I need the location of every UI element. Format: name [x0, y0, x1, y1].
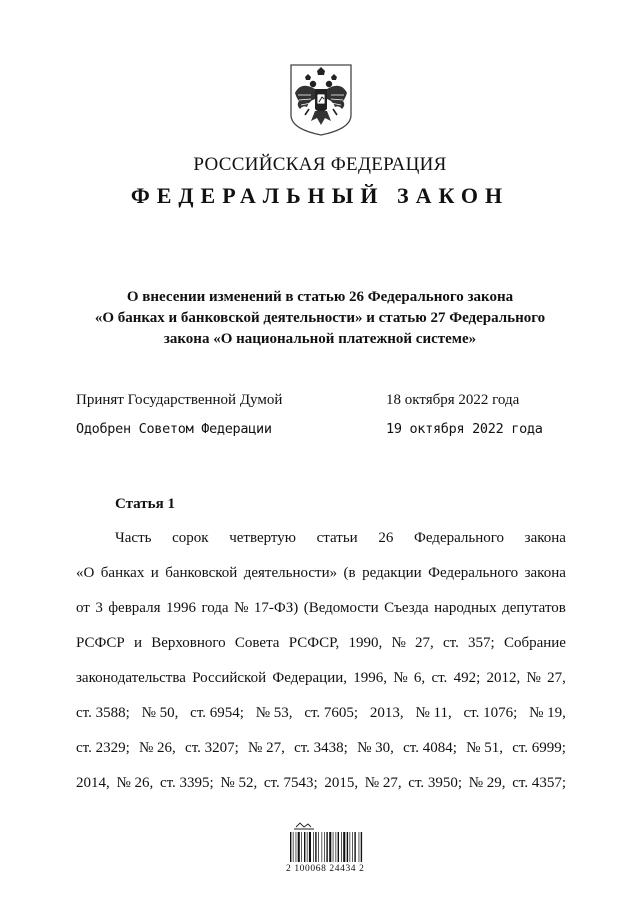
council-label: Одобрен Советом Федерации [76, 421, 272, 437]
article-body-word: банках [100, 565, 145, 581]
article-body-word: 27, [547, 670, 566, 686]
article-body-word: 6, [413, 670, 426, 686]
article-body-word: ст. 4357; [512, 775, 566, 791]
article-body-word: № 19, [529, 705, 566, 721]
article-body-word: 2012, [486, 670, 521, 686]
article-body-word: 1990, [348, 635, 383, 651]
article-body-line [76, 740, 566, 760]
article-body-word: № 30, [357, 740, 394, 756]
law-subject [60, 287, 580, 350]
article-body-word: Съезда [384, 600, 429, 616]
article-body-word: от [76, 600, 90, 616]
article-body-word: № [391, 635, 406, 651]
article-body-word: сорок [172, 530, 209, 546]
barcode-icon [288, 820, 364, 884]
article-body-word: 2014, [76, 775, 110, 791]
article-body-word: 492; [453, 670, 481, 686]
article-body-word: № 51, [466, 740, 503, 756]
article-body-word: ст. 2329; [76, 740, 130, 756]
law-title: ФЕДЕРАЛЬНЫЙ ЗАКОН [130, 183, 510, 208]
article-body-word: № 11, [415, 705, 452, 721]
article-body-word: ст. 3207; [185, 740, 239, 756]
article-body-word: четвертую [229, 530, 296, 546]
article-body-word: закона [524, 530, 566, 546]
article-body-word: ст. 3950; [408, 775, 463, 791]
article-body-word: депутатов [502, 600, 566, 616]
article-body-word: Федерации, [272, 670, 347, 686]
article-body-line [76, 565, 566, 585]
article-body-word: народных [434, 600, 497, 616]
article-body-word: 27, [415, 635, 434, 651]
article-body-word: ст. [431, 670, 448, 686]
article-body-line [76, 775, 566, 795]
article-body-word: и [150, 565, 159, 581]
country-name: РОССИЙСКАЯ ФЕДЕРАЦИЯ [193, 154, 447, 175]
article-body-word: № 53, [255, 705, 293, 721]
article-body-word: Российской [192, 670, 267, 686]
article-body-word: № [393, 670, 408, 686]
article-body-word: ст. 7543; [263, 775, 318, 791]
article-body-word: года [201, 600, 229, 616]
article-body-word: № 26, [116, 775, 154, 791]
article-body-word: Собрание [503, 635, 566, 651]
article-body-word: ст. [442, 635, 459, 651]
duma-date: 18 октября 2022 года [386, 392, 520, 408]
article-body-word: ст. 7605; [304, 705, 359, 721]
article-body-word: февраля [108, 600, 161, 616]
article-body-word: № [234, 600, 249, 616]
article-body-word: 1996, [353, 670, 388, 686]
council-date: 19 октября 2022 года [386, 421, 543, 437]
article-body-word: (в [343, 565, 356, 581]
article-body-word: Федерального [414, 530, 505, 546]
article-body-word: № 52, [220, 775, 258, 791]
article-heading: Статья 1 [115, 496, 175, 512]
article-body-word: 1996 [165, 600, 196, 616]
article-body-word: ст. 4084; [403, 740, 457, 756]
article-body-word: деятельности» [243, 565, 338, 581]
article-body-word: «О [76, 565, 95, 581]
article-body-word: (Ведомости [303, 600, 379, 616]
article-body-word: № 27, [248, 740, 285, 756]
article-body-word: № 29, [468, 775, 506, 791]
article-body-line [115, 530, 566, 550]
article-body-line [76, 600, 566, 620]
article-body-word: РСФСР [76, 635, 125, 651]
article-body-word: закона [524, 565, 566, 581]
article-body-word: ст. 3438; [294, 740, 348, 756]
article-body-word: № 27, [364, 775, 402, 791]
article-body-word: 2015, [324, 775, 359, 791]
article-body-word: Федерального [428, 565, 519, 581]
article-body-word: Верховного [151, 635, 226, 651]
russian-coat-of-arms-icon [287, 63, 355, 137]
article-body-word: и [133, 635, 142, 651]
article-body-word: ст. 3395; [159, 775, 214, 791]
article-body-word: законодательства [76, 670, 186, 686]
article-body-word: редакции [362, 565, 422, 581]
article-body-word: статьи [316, 530, 358, 546]
article-body-word: РСФСР, [288, 635, 340, 651]
barcode-number: 2 100068 24434 2 [286, 864, 365, 874]
duma-label: Принят Государственной Думой [76, 392, 283, 408]
law-subject-line: «О банках и банковской деятельности» и статью 27 Федерального [94, 310, 546, 326]
article-body-word: 17-ФЗ) [253, 600, 299, 616]
article-body-line [76, 670, 566, 690]
article-body-word: Совета [234, 635, 280, 651]
law-subject-line: О внесении изменений в статью 26 Федерального закона [126, 289, 514, 305]
article-body-word: банковской [165, 565, 238, 581]
article-body-word: ст. 3588; [76, 705, 130, 721]
article-body-line [76, 705, 566, 725]
article-body-line [76, 635, 566, 655]
article-body-word: 26 [378, 530, 394, 546]
article-body-word: 2013, [369, 705, 404, 721]
article-body-word: № [526, 670, 541, 686]
article-body-word: 357; [468, 635, 495, 651]
article-body-word: 3 [95, 600, 103, 616]
article-body-word: № 50, [141, 705, 179, 721]
article-body-word: № 26, [139, 740, 176, 756]
article-body-word: ст. 1076; [463, 705, 518, 721]
article-body-word: ст. 6954; [190, 705, 244, 721]
law-subject-line: закона «О национальной платежной системе» [163, 331, 477, 347]
article-body-word: ст. 6999; [512, 740, 566, 756]
article-body-word: Часть [115, 530, 152, 546]
